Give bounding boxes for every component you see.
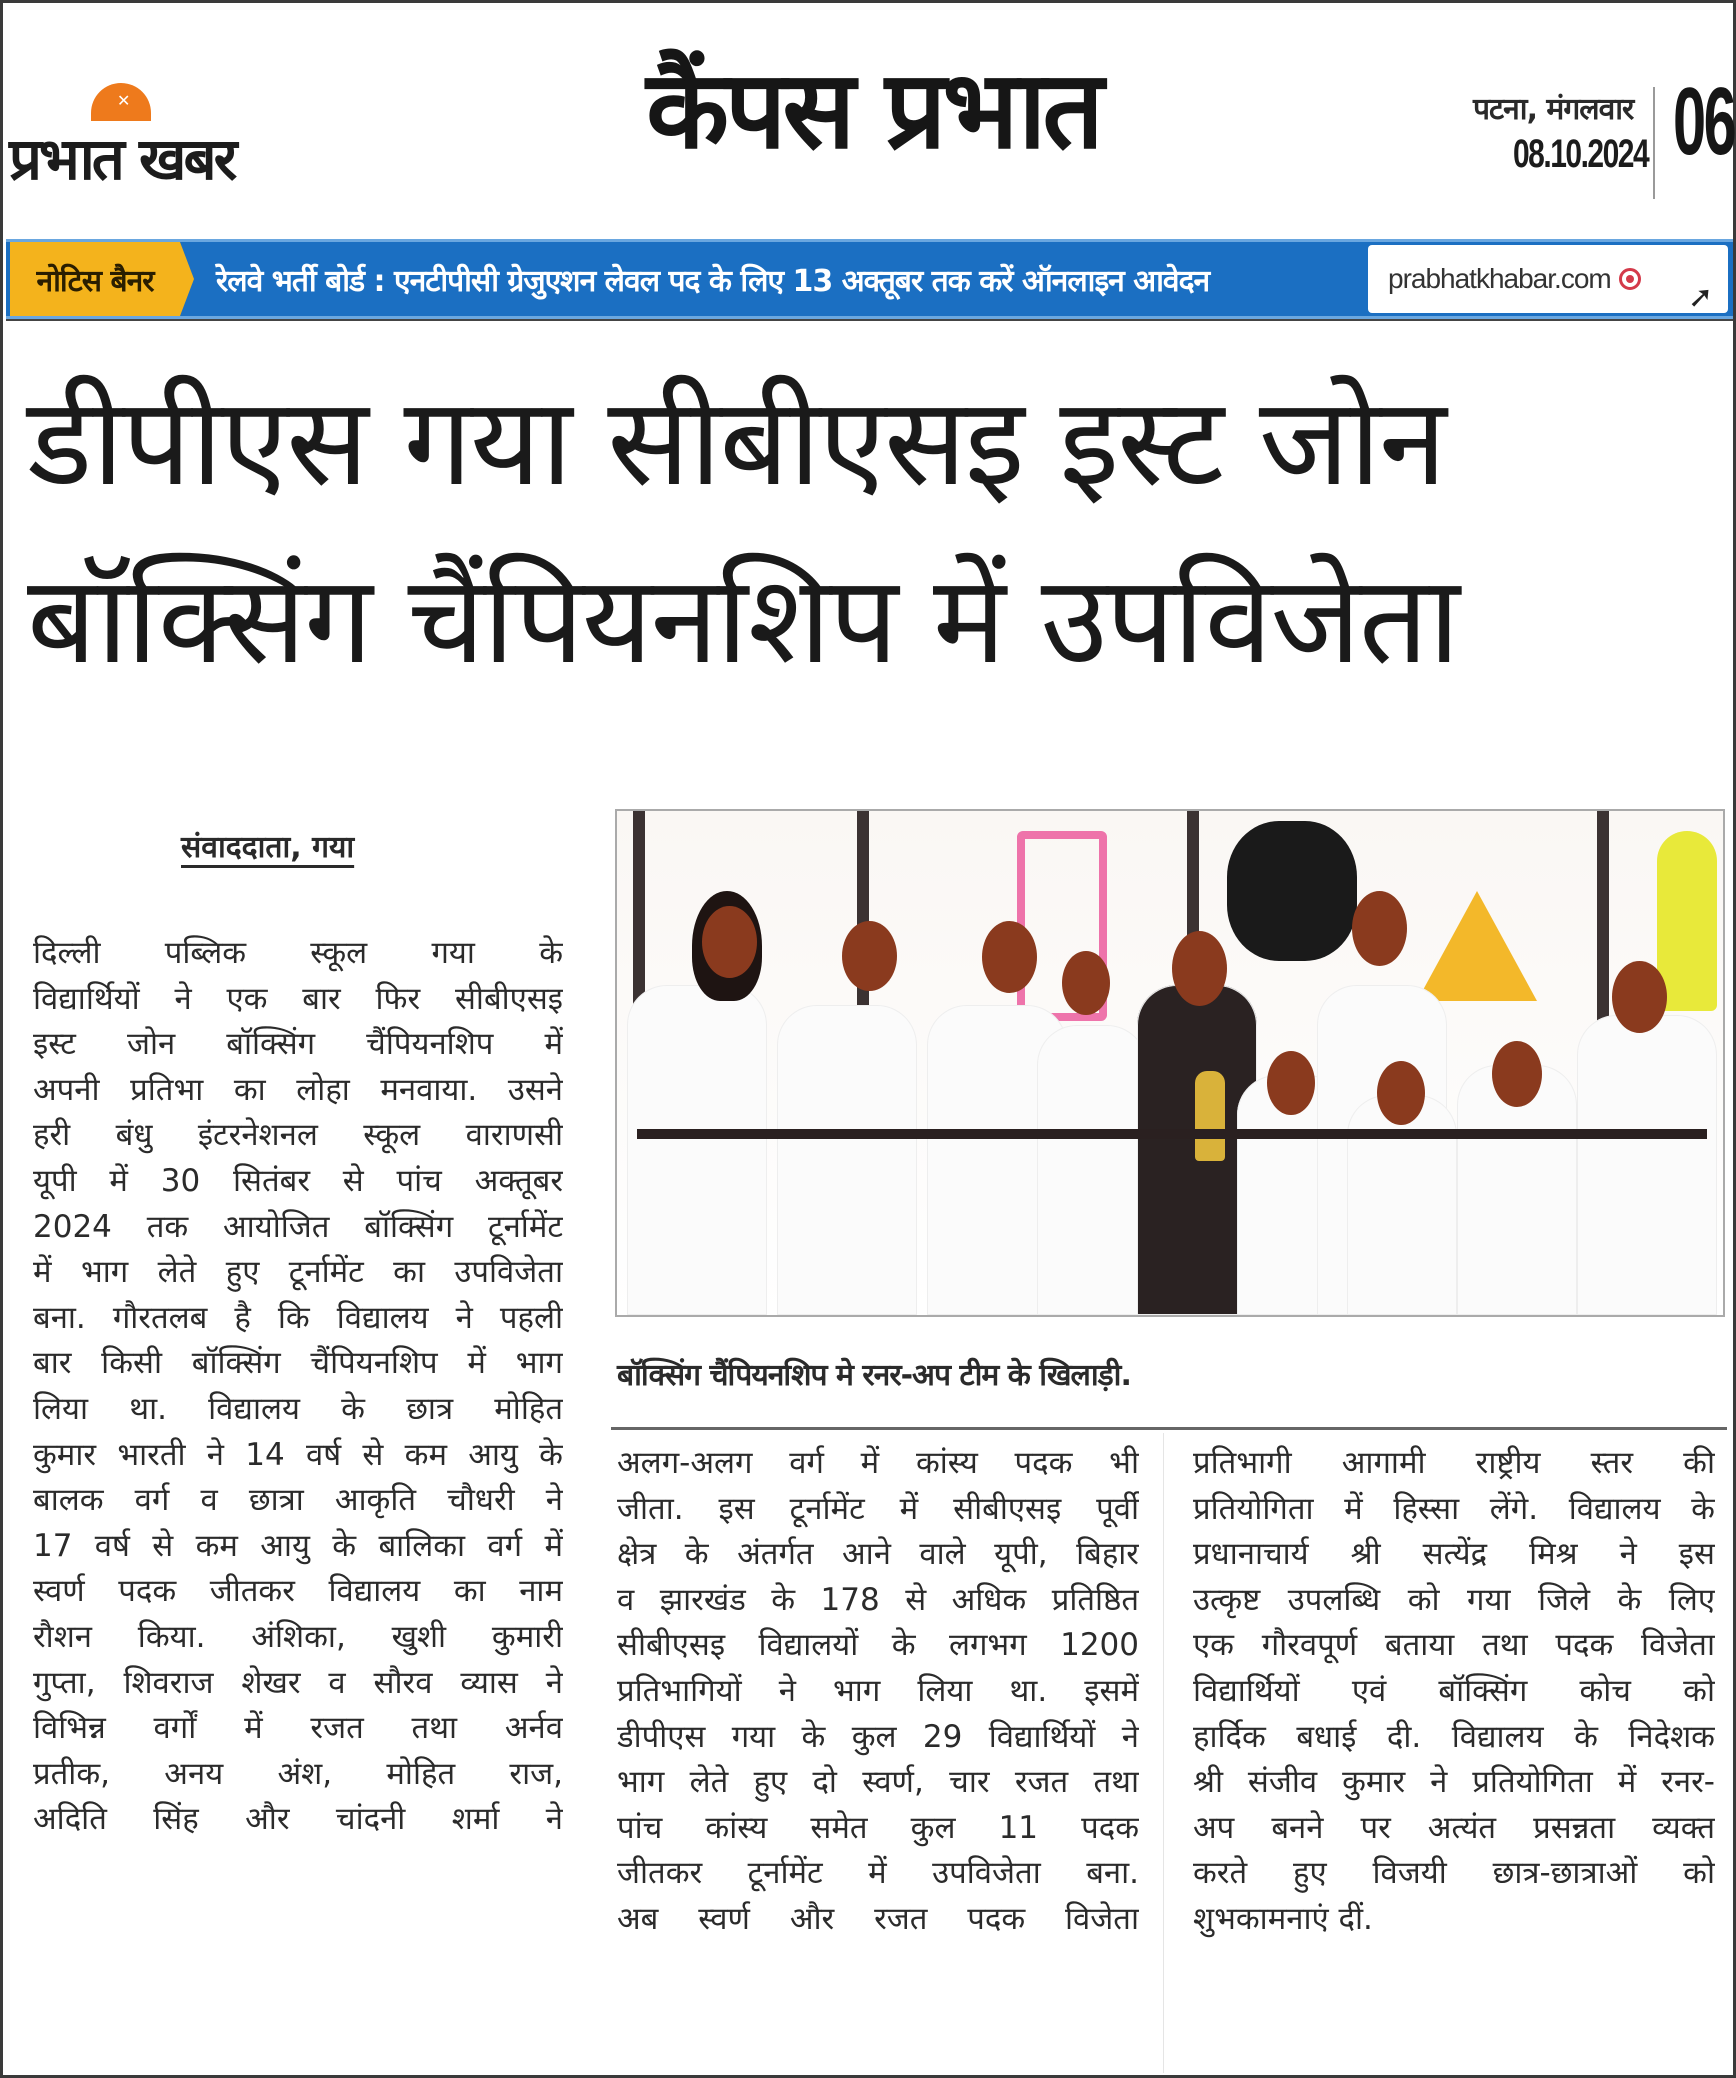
divider [611, 1427, 1727, 1430]
student [777, 1005, 917, 1315]
section-title: कैंपस प्रभात [646, 48, 1100, 173]
text-line: 17 वर्ष से कम आयु के बालिका वर्ग में [33, 1527, 563, 1564]
text-line: कुमार भारती ने 14 वर्ष से कम आयु के [33, 1436, 563, 1473]
bird-icon: ✕ [117, 91, 131, 110]
text-line: प्रतियोगिता में हिस्सा लेंगे. विद्यालय के [1193, 1490, 1715, 1527]
headline-line: बॉक्सिंग चैंपियनशिप में उपविजेता [27, 549, 1459, 691]
text-line: प्रतीक, अनय अंश, मोहित राज, [33, 1755, 563, 1792]
text-line: गुप्ता, शिवराज शेखर व सौरव व्यास ने [33, 1664, 563, 1701]
text-line: सीबीएसइ विद्यालयों के लगभग 1200 [617, 1627, 1139, 1664]
byline: संवाददाता, गया [181, 830, 355, 865]
student-face [1377, 1061, 1425, 1125]
text-line: प्रधानाचार्य श्री सत्येंद्र मिश्र ने इस [1193, 1536, 1715, 1573]
text-line: अप बनने पर अत्यंत प्रसन्नता व्यक्त [1193, 1809, 1715, 1846]
cursor-icon: ➚ [1688, 280, 1714, 315]
text-line: करते हुए विजयी छात्र-छात्राओं को [1193, 1855, 1715, 1892]
text-line: यूपी में 30 सितंबर से पांच अक्तूबर [33, 1162, 563, 1199]
text-line: भाग लेते हुए दो स्वर्ण, चार रजत तथा [617, 1764, 1139, 1801]
website-text: prabhatkhabar.com [1388, 263, 1611, 294]
student [627, 985, 767, 1315]
text-line: विभिन्न वर्गों में रजत तथा अर्नव [33, 1710, 563, 1747]
wall-art-dark [1227, 821, 1357, 961]
text-line: जीता. इस टूर्नामेंट में सीबीएसइ पूर्वी [617, 1490, 1139, 1527]
photo-caption: बॉक्सिंग चैंपियनशिप मे रनर-अप टीम के खिलाड़ी. [617, 1358, 1131, 1393]
article-column-1 [33, 931, 563, 1843]
city-day: पटना, मंगलवार [1473, 92, 1634, 127]
notice-banner [6, 239, 1733, 319]
text-line: डीपीएस गया के कुल 29 विद्यार्थियों ने [617, 1718, 1139, 1755]
student-face [1267, 1051, 1315, 1115]
page-number: 06 [1673, 68, 1735, 175]
prabhat-khabar-logo [9, 83, 235, 193]
student-face [1062, 951, 1110, 1015]
column-divider [1163, 1433, 1164, 2073]
student [1347, 1095, 1457, 1315]
student-face [702, 906, 757, 978]
divider [1653, 87, 1655, 199]
text-line: शुभकामनाएं दीं. [1193, 1900, 1373, 1937]
wall-art-yoga [1657, 831, 1717, 1011]
text-line: लिया था. विद्यालय के छात्र मोहित [33, 1390, 563, 1427]
article-column-2 [617, 1441, 1139, 1943]
masthead [3, 3, 1733, 239]
issue-date: 08.10.2024 [1513, 132, 1649, 176]
wall-art-star [1417, 891, 1537, 1001]
text-line: प्रतिभागियों ने भाग लिया था. इसमें [617, 1672, 1139, 1709]
belt-line [637, 1129, 1707, 1139]
text-line: एक गौरवपूर्ण बताया तथा पदक विजेता [1193, 1627, 1715, 1664]
headline [27, 353, 1717, 709]
text-line: बना. गौरतलब है कि विद्यालय ने पहली [33, 1299, 563, 1336]
student-face [842, 921, 897, 991]
text-line: बालक वर्ग व छात्रा आकृति चौधरी ने [33, 1482, 563, 1519]
text-line: रौशन किया. अंशिका, खुशी कुमारी [33, 1618, 563, 1655]
student [1037, 1025, 1147, 1315]
principal-face [1172, 931, 1227, 1006]
text-line: स्वर्ण पदक जीतकर विद्यालय का नाम [33, 1573, 563, 1610]
text-line: श्री संजीव कुमार ने प्रतियोगिता में रनर- [1193, 1764, 1715, 1801]
notice-label: नोटिस बैनर [10, 242, 180, 316]
text-line: इस्ट जोन बॉक्सिंग चैंपियनशिप में [33, 1026, 563, 1063]
divider [6, 319, 1733, 321]
headline-line: डीपीएस गया सीबीएसइ इस्ट जोन [27, 371, 1445, 513]
text-line: अलग-अलग वर्ग में कांस्य पदक भी [617, 1445, 1139, 1481]
text-line: अब स्वर्ण और रजत पदक विजेता [617, 1900, 1139, 1937]
text-line: विद्यार्थियों ने एक बार फिर सीबीएसइ [33, 980, 563, 1017]
trophy-icon [1195, 1071, 1225, 1161]
text-line: पांच कांस्य समेत कुल 11 पदक [617, 1809, 1139, 1846]
arrow-icon [180, 242, 194, 316]
student-face [1492, 1041, 1542, 1107]
logo-text: प्रभात खबर [9, 125, 235, 193]
text-line: क्षेत्र के अंतर्गत आने वाले यूपी, बिहार [617, 1536, 1139, 1573]
text-line: अदिति सिंह और चांदनी शर्मा ने [33, 1801, 563, 1838]
text-line: हार्दिक बधाई दी. विद्यालय के निदेशक [1193, 1718, 1715, 1755]
student-face [982, 921, 1037, 993]
team-photo [615, 809, 1725, 1317]
website-link[interactable] [1368, 245, 1728, 313]
text-line: 2024 तक आयोजित बॉक्सिंग टूर्नामेंट [33, 1208, 563, 1245]
dateline [1473, 87, 1649, 177]
text-line: व झारखंड के 178 से अधिक प्रतिष्ठित [617, 1581, 1139, 1618]
text-line: दिल्ली पब्लिक स्कूल गया के [33, 935, 563, 971]
text-line: जीतकर टूर्नामेंट में उपविजेता बना. [617, 1855, 1139, 1892]
student-face [1612, 961, 1667, 1033]
text-line: में भाग लेते हुए टूर्नामेंट का उपविजेता [33, 1254, 563, 1291]
text-line: उत्कृष्ट उपलब्धि को गया जिले के लिए [1193, 1581, 1715, 1618]
text-line: हरी बंधु इंटरनेशनल स्कूल वाराणसी [33, 1117, 563, 1154]
notice-text: रेलवे भर्ती बोर्ड : एनटीपीसी ग्रेजुएशन लेवल पद के लिए 13 अक्तूबर तक करें ऑनलाइन आवेदन [216, 263, 1210, 299]
target-icon [1619, 268, 1641, 290]
coach-face [1352, 891, 1407, 966]
text-line: अपनी प्रतिभा का लोहा मनवाया. उसने [33, 1071, 563, 1108]
student [1577, 1015, 1717, 1315]
text-line: प्रतिभागी आगामी राष्ट्रीय स्तर की [1193, 1445, 1715, 1481]
text-line: बार किसी बॉक्सिंग चैंपियनशिप में भाग [33, 1345, 563, 1382]
article-column-3 [1193, 1441, 1715, 1943]
text-line: विद्यार्थियों एवं बॉक्सिंग कोच को [1193, 1672, 1715, 1709]
